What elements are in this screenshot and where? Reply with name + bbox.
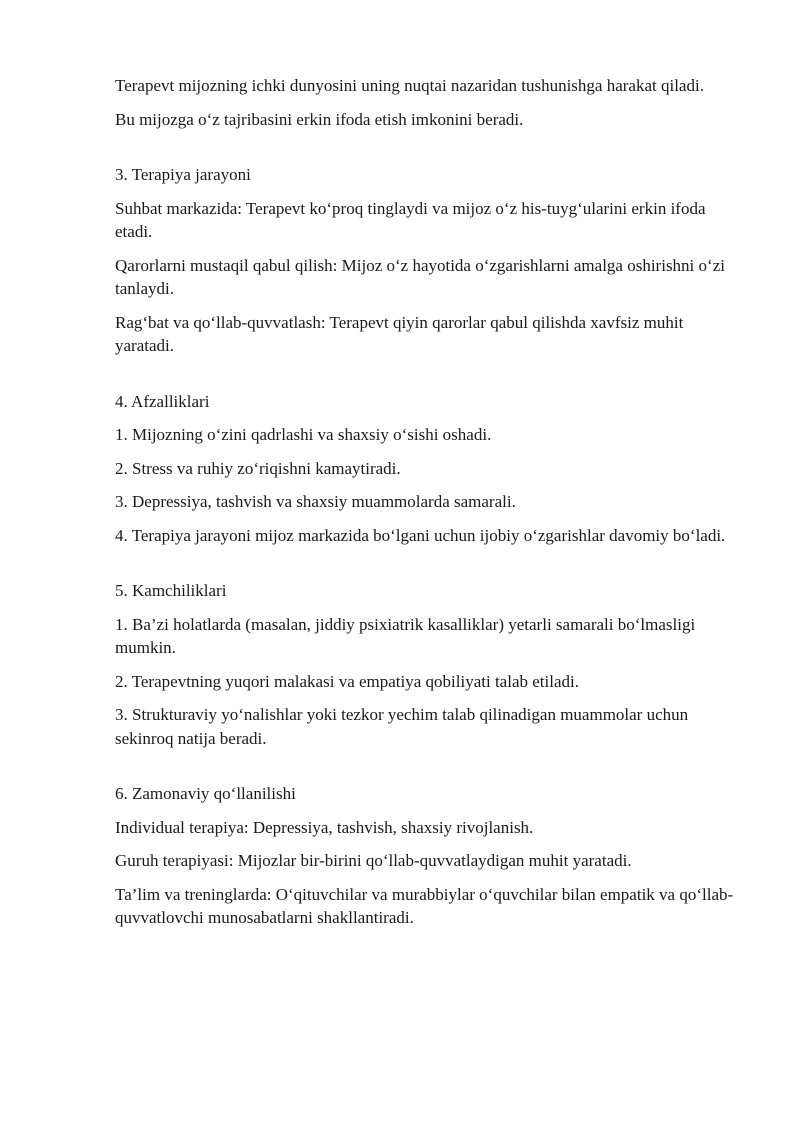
section-heading: 3. Terapiya jarayoni	[115, 165, 251, 184]
section-paragraph: 2. Terapevtning yuqori malakasi va empatiya qobiliyati talab etiladi.	[115, 671, 579, 691]
intro-paragraph: Terapevt mijozning ichki dunyosini uning nuqtai nazaridan tushunishga harakat qiladi.	[115, 76, 704, 95]
section-heading: 5. Kamchiliklari	[115, 581, 227, 600]
section-paragraph: Qarorlarni mustaqil qabul qilish: Mijoz o‘z hayotida o‘zgarishlarni amalga oshirishni o‘zi tanlaydi.	[115, 255, 725, 298]
section-paragraph: Rag‘bat va qo‘llab-quvvatlash: Terapevt qiyin qarorlar qabul qilishda xavfsiz muhit yaratadi.	[115, 312, 684, 355]
section-advantages	[115, 390, 745, 548]
section-paragraph: Ta’lim va treninglarda: O‘qituvchilar va murabbiylar o‘quvchilar bilan empatik va qo‘llab-quvvatlovchi munosabatlarni shakllantiradi.	[115, 884, 734, 927]
section-disadvantages	[115, 579, 745, 750]
section-paragraph: Suhbat markazida: Terapevt ko‘proq tinglaydi va mijoz o‘z his-tuyg‘ularini erkin ifoda etadi.	[115, 198, 706, 241]
section-paragraph: 1. Mijozning o‘zini qadrlashi va shaxsiy o‘sishi oshadi.	[115, 425, 492, 444]
section-paragraph: Individual terapiya: Depressiya, tashvish, shaxsiy rivojlanish.	[115, 817, 534, 837]
document-page	[115, 74, 745, 940]
section-heading: 6. Zamonaviy qo‘llanilishi	[115, 784, 296, 803]
intro-paragraph: Bu mijozga o‘z tajribasini erkin ifoda etish imkonini beradi.	[115, 109, 524, 129]
section-heading: 4. Afzalliklari	[115, 391, 210, 411]
section-paragraph: Guruh terapiyasi: Mijozlar bir-birini qo‘llab-quvvatlaydigan muhit yaratadi.	[115, 851, 632, 870]
section-paragraph: 1. Ba’zi holatlarda (masalan, jiddiy psixiatrik kasalliklar) yetarli samarali bo‘lmasligi mumkin.	[115, 614, 696, 657]
section-modern-use	[115, 782, 745, 930]
section-paragraph: 3. Strukturaviy yo‘nalishlar yoki tezkor yechim talab qilinadigan muammolar uchun sekinroq natija beradi.	[115, 705, 689, 748]
section-paragraph: 4. Terapiya jarayoni mijoz markazida bo‘lgani uchun ijobiy o‘zgarishlar davomiy bo‘ladi.	[115, 525, 726, 545]
section-therapy-process	[115, 163, 745, 358]
intro-block	[115, 74, 745, 131]
section-paragraph: 2. Stress va ruhiy zo‘riqishni kamaytiradi.	[115, 458, 401, 478]
section-paragraph: 3. Depressiya, tashvish va shaxsiy muammolarda samarali.	[115, 492, 516, 511]
